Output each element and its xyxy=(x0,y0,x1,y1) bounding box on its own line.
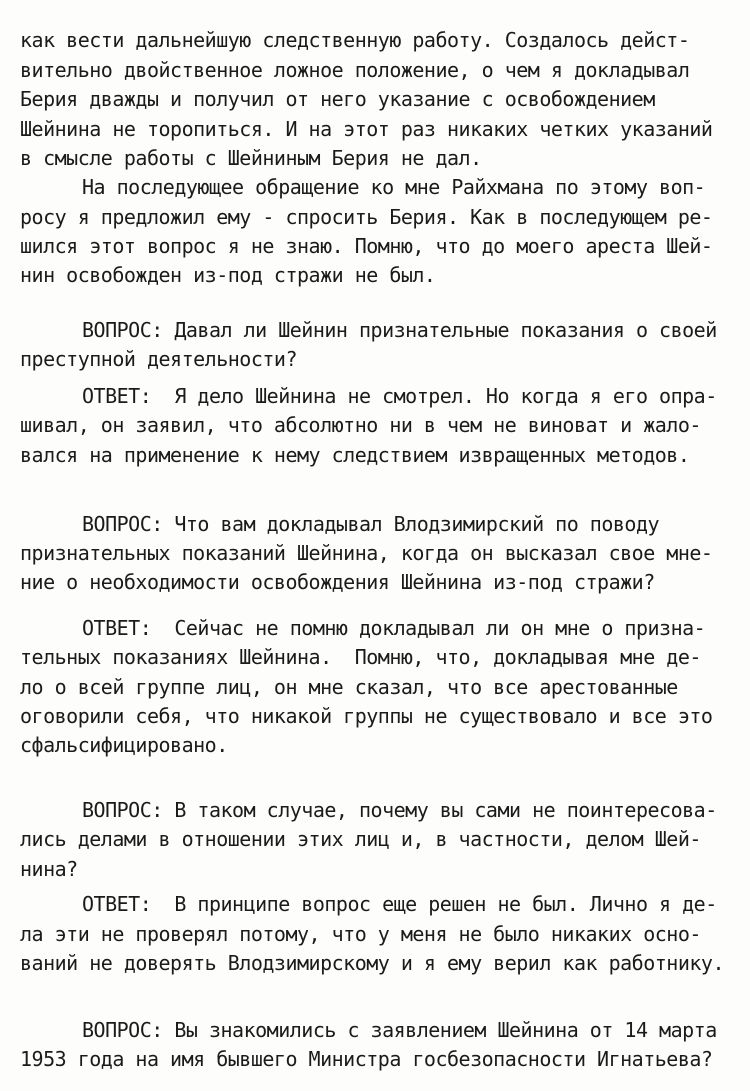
answer-line: ОТВЕТ: В принципе вопрос еще решен не был. Лично я де- xyxy=(82,892,717,916)
text-line: 1953 года на имя бывшего Министра госбезопасности Игнатьева? xyxy=(20,1047,713,1071)
text-line: Берия дважды и получил от него указание с освобождением xyxy=(20,87,655,111)
text-line: ла эти не проверял потому, что у меня не было никаких осно- xyxy=(20,922,701,946)
text-line: нина? xyxy=(20,857,78,881)
text-line: в смысле работы с Шейниным Берия не дал. xyxy=(20,146,482,170)
text-line: На последующее обращение ко мне Райхмана по этому воп- xyxy=(82,175,706,199)
text-line: преступной деятельности? xyxy=(20,347,297,371)
text-line: вительно двойственное ложное положение, о чем я докладывал xyxy=(20,58,690,82)
question-line: ВОПРОС: В таком случае, почему вы сами не поинтересова- xyxy=(82,798,717,822)
text-line: лись делами в отношении этих лиц и, в частности, делом Шей- xyxy=(20,827,701,851)
answer-line: ОТВЕТ: Сейчас не помню докладывал ли он мне о призна- xyxy=(82,616,706,640)
text-line: как вести дальнейшую следственную работу. Создалось дейст- xyxy=(20,28,690,52)
text-line: тельных показаниях Шейнина. Помню, что, докладывая мне де- xyxy=(20,645,701,669)
text-line: шивал, он заявил, что абсолютно ни в чем не виноват и жало- xyxy=(20,413,701,437)
text-line: ло о всей группе лиц, он мне сказал, что все арестованные xyxy=(20,675,678,699)
text-line: оговорили себя, что никакой группы не существовало и все это xyxy=(20,704,713,728)
question-line: ВОПРОС: Давал ли Шейнин признательные показания о своей xyxy=(82,318,717,342)
text-line: ние о необходимости освобождения Шейнина из-под стражи? xyxy=(20,570,655,594)
text-line: шился этот вопрос я не знаю. Помню, что до моего ареста Шей- xyxy=(20,234,713,258)
text-line: Шейнина не торопиться. И на этот раз никаких четких указаний xyxy=(20,117,713,141)
text-line: вался на применение к нему следствием извращенных методов. xyxy=(20,443,690,467)
text-line: признательных показаний Шейнина, когда он высказал свое мне- xyxy=(20,541,713,565)
answer-line: ОТВЕТ: Я дело Шейнина не смотрел. Но когда я его опра- xyxy=(82,384,717,408)
question-line: ВОПРОС: Что вам докладывал Влодзимирский по поводу xyxy=(82,512,660,536)
text-line: нин освобожден из-под стражи не был. xyxy=(20,263,436,287)
text-line: сфальсифицировано. xyxy=(20,733,228,757)
question-line: ВОПРОС: Вы знакомились с заявлением Шейнина от 14 марта xyxy=(82,1018,717,1042)
text-line: росу я предложил ему - спросить Берия. Как в последующем ре- xyxy=(20,205,713,229)
text-line: ваний не доверять Влодзимирскому и я ему верил как работнику. xyxy=(20,951,725,975)
